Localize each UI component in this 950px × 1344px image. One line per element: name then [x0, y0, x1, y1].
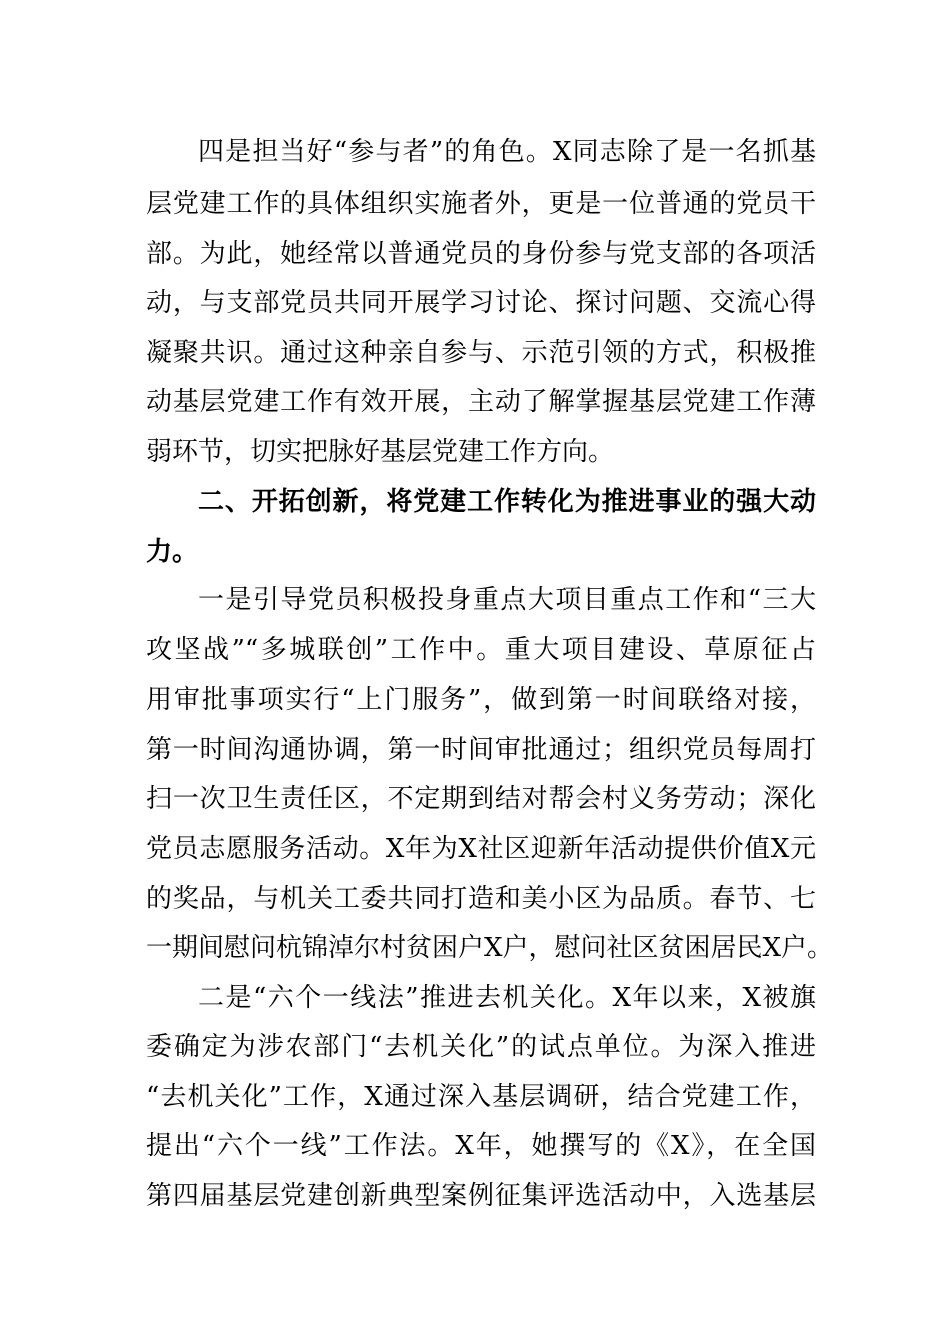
paragraph-line: 攻坚战”“多城联创”工作中。重大项目建设、草原征占 [146, 635, 816, 665]
paragraph-line: 提出“六个一线”工作法。X年，她撰写的《X》，在全国 [146, 1131, 816, 1161]
section-heading: 二、开拓创新，将党建工作转化为推进事业的强大动 [198, 487, 816, 517]
paragraph-line: 部。为此，她经常以普通党员的身份参与党支部的各项活 [146, 239, 816, 269]
paragraph-line: 动基层党建工作有效开展，主动了解掌握基层党建工作薄 [146, 387, 816, 417]
paragraph-line: 用审批事项实行“上门服务”，做到第一时间联络对接， [146, 685, 816, 715]
paragraph-line: 第四届基层党建创新典型案例征集评选活动中，入选基层 [146, 1181, 816, 1211]
paragraph-line: 层党建工作的具体组织实施者外，更是一位普通的党员干 [146, 189, 816, 219]
paragraph-line: 委确定为涉农部门“去机关化”的试点单位。为深入推进 [146, 1032, 816, 1062]
paragraph-line: 党员志愿服务活动。X年为X社区迎新年活动提供价值X元 [146, 834, 816, 864]
paragraph-line: 一是引导党员积极投身重点大项目重点工作和“三大 [198, 585, 816, 615]
paragraph-line: 动，与支部党员共同开展学习讨论、探讨问题、交流心得 [146, 288, 816, 318]
paragraph-line: “去机关化”工作，X通过深入基层调研，结合党建工作， [146, 1082, 816, 1112]
paragraph-line: 一期间慰问杭锦淖尔村贫困户X户，慰问社区贫困居民X户。 [146, 933, 834, 963]
paragraph-line: 的奖品，与机关工委共同打造和美小区为品质。春节、七 [146, 884, 816, 914]
paragraph-line: 凝聚共识。通过这种亲自参与、示范引领的方式，积极推 [146, 338, 816, 368]
paragraph-line: 第一时间沟通协调，第一时间审批通过；组织党员每周打 [146, 735, 816, 765]
paragraph-line: 四是担当好“参与者”的角色。X同志除了是一名抓基 [198, 137, 816, 167]
section-heading: 力。 [146, 537, 199, 567]
paragraph-line: 二是“六个一线法”推进去机关化。X年以来，X被旗 [198, 983, 816, 1013]
paragraph-line: 扫一次卫生责任区，不定期到结对帮会村义务劳动；深化 [146, 784, 816, 814]
paragraph-line: 弱环节，切实把脉好基层党建工作方向。 [146, 437, 615, 467]
